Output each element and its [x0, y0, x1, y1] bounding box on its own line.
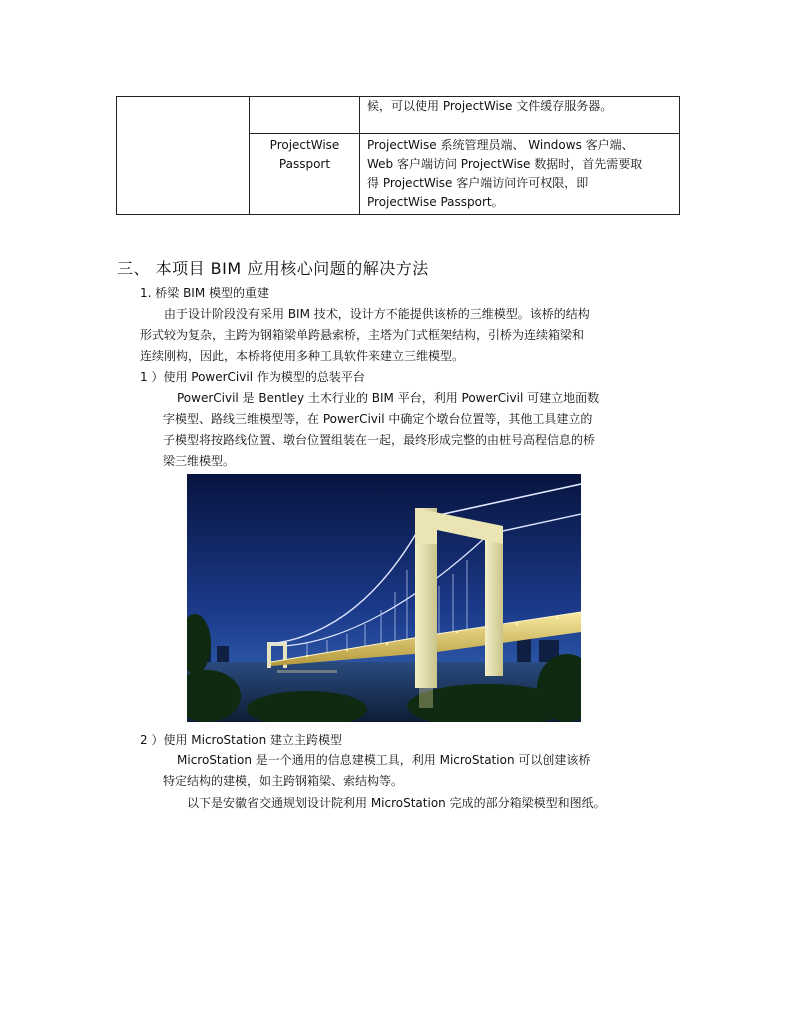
paragraph-line: 字模型、路线三维模型等，在 PowerCivil 中确定个墩台位置等，其他工具建立的 — [163, 412, 593, 426]
paragraph-line: 子模型将按路线位置、墩台位置组装在一起，最终形成完整的由桩号高程信息的桥 — [163, 433, 596, 447]
table-cell-component — [250, 134, 360, 215]
paragraph-line: 梁三维模型。 — [163, 454, 236, 468]
paragraph-line: 由于设计阶段没有采用 BIM 技术，设计方不能提供该桥的三维模型。该桥的结构 — [164, 307, 590, 321]
item-title: 2 ）使用 MicroStation 建立主跨模型 — [140, 733, 343, 747]
item-title: 1 ）使用 PowerCivil 作为模型的总装平台 — [140, 370, 365, 384]
bridge-rendering-image — [187, 474, 581, 722]
subsection-title: 1. 桥梁 BIM 模型的重建 — [140, 286, 270, 300]
cell-text-line: 得 ProjectWise 客户端访问许可权限，即 — [367, 176, 589, 190]
spec-table — [116, 96, 680, 215]
paragraph-line: 以下是安徽省交通规划设计院利用 MicroStation 完成的部分箱梁模型和图纸。 — [187, 796, 606, 810]
paragraph-line: PowerCivil 是 Bentley 土木行业的 BIM 平台，利用 PowerCivil 可建立地面数 — [177, 391, 600, 405]
paragraph-line: 特定结构的建模，如主跨钢箱梁、索结构等。 — [163, 774, 404, 788]
cell-text-line: Web 客户端访问 ProjectWise 数据时，首先需要取 — [367, 157, 643, 171]
table-cell-component — [250, 97, 360, 134]
cell-text-line: ProjectWise 系统管理员端、 Windows 客户端、 — [367, 138, 634, 152]
paragraph-line: 形式较为复杂，主跨为钢箱梁单跨悬索桥，主塔为门式框架结构，引桥为连续箱梁和 — [140, 328, 585, 342]
table-row — [117, 97, 680, 134]
paragraph-line: MicroStation 是一个通用的信息建模工具，利用 MicroStation 可以创建该桥 — [177, 753, 591, 767]
cell-text-line: ProjectWise — [269, 138, 340, 152]
table-cell-description — [360, 97, 680, 134]
cell-text-line: ProjectWise Passport。 — [367, 195, 504, 209]
table-cell-description — [360, 134, 680, 215]
table-cell-category — [117, 97, 250, 215]
section-heading: 三、 本项目 BIM 应用核心问题的解决方法 — [117, 259, 429, 278]
paragraph-line: 连续刚构，因此，本桥将使用多种工具软件来建立三维模型。 — [140, 349, 465, 363]
cell-text-line: 候，可以使用 ProjectWise 文件缓存服务器。 — [367, 99, 613, 113]
cell-text-line: Passport — [278, 157, 331, 171]
